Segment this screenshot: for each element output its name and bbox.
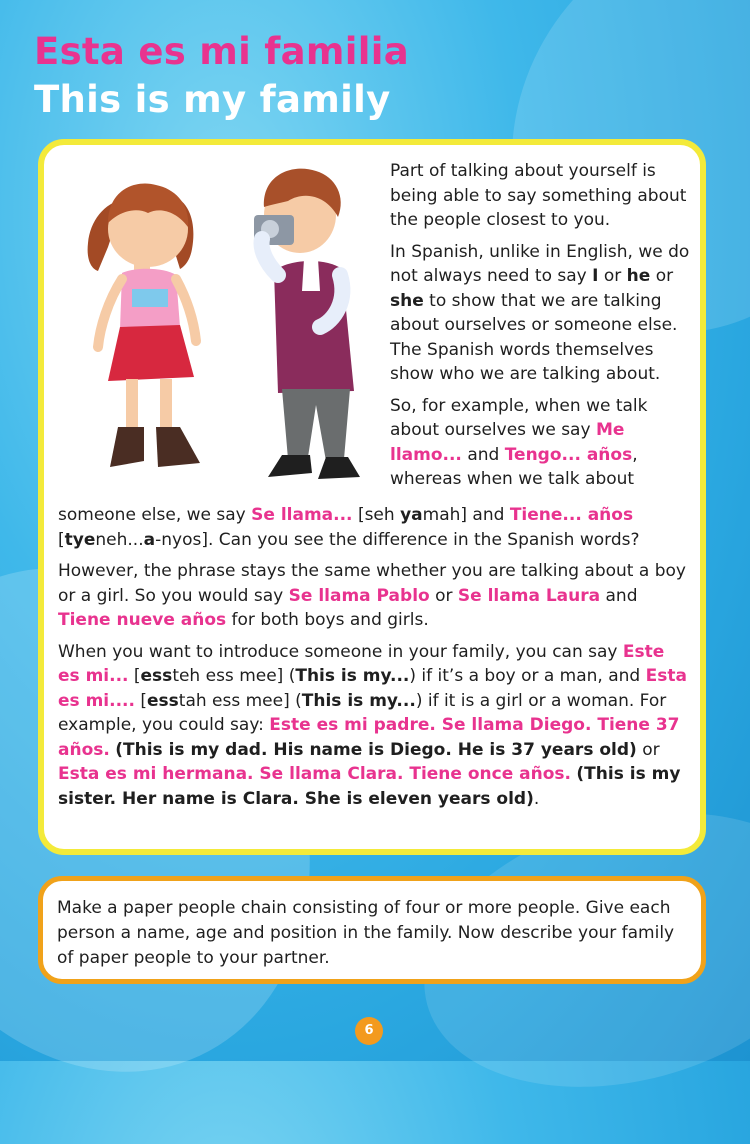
- text-segment: and: [605, 585, 638, 606]
- english-translation: This is my...: [301, 690, 416, 711]
- girl-figure: [88, 184, 200, 467]
- text-segment: for both boys and girls.: [231, 610, 429, 630]
- boy-figure: [254, 169, 360, 479]
- bold-term: he: [626, 266, 651, 286]
- text-segment: When you want to introduce someone in your family, you can say: [58, 641, 618, 662]
- children-illustration: [64, 151, 384, 491]
- body-paragraph-3: [58, 640, 690, 812]
- activity-text: Make a paper people chain consisting of four or more people. Give each person a name, age and position in the family. Now describe your family of paper people to your partner.: [57, 898, 675, 968]
- text-segment: or: [642, 739, 660, 760]
- spanish-phrase: Se llama Pablo: [288, 585, 430, 606]
- spanish-example: Este es mi padre. Se llama Diego. Tiene 37 años.: [58, 715, 680, 760]
- text-segment: ) if it is a girl or a woman. For example, you could say:: [58, 690, 667, 735]
- spanish-phrase: Este es mi...: [58, 641, 665, 686]
- body-text-column: [58, 503, 690, 818]
- pronunciation: teh ess mee] (: [172, 666, 296, 686]
- page-number-badge: 6: [355, 1017, 383, 1045]
- pronunciation: neh...: [95, 529, 144, 550]
- pronunciation: [: [58, 529, 65, 550]
- text-segment: However, the phrase stays the same whether you are talking about a boy or a girl. So you would say: [58, 561, 686, 606]
- body-paragraph-1: [58, 503, 690, 552]
- intro-paragraph-1: Part of talking about yourself is being able to say something about the people closest to you.: [390, 161, 687, 230]
- text-segment: So, for example, when we talk about ourselves we say: [390, 395, 648, 440]
- pronunciation: [seh: [357, 505, 395, 525]
- activity-box: [38, 876, 706, 984]
- bold-term: she: [390, 290, 424, 311]
- spanish-phrase: Se llama Laura: [457, 585, 601, 606]
- spanish-example: Esta es mi hermana. Se llama Clara. Tiene once años.: [58, 764, 571, 784]
- intro-paragraph-2: [390, 240, 692, 387]
- text-segment: someone else, we say: [58, 505, 246, 525]
- pronunciation: -nyos]. Can you see the difference in the Spanish words?: [155, 529, 640, 550]
- pronunciation: [: [133, 666, 141, 686]
- spanish-phrase: Me llamo...: [390, 420, 625, 465]
- spanish-phrase: Esta es mi....: [58, 666, 687, 711]
- text-segment: ) if it’s a boy or a man, and: [409, 666, 641, 686]
- pronunciation-stress: ess: [140, 666, 173, 686]
- pronunciation-stress: a: [143, 529, 156, 550]
- pronunciation: tah ess mee] (: [178, 690, 302, 711]
- pronunciation-stress: tye: [64, 529, 96, 550]
- intro-text-column: [390, 159, 692, 499]
- text-segment: , whereas when we talk about: [390, 444, 638, 489]
- english-translation: (This is my sister. Her name is Clara. She is eleven years old): [58, 764, 681, 809]
- bold-term: I: [592, 266, 599, 286]
- text-segment: and: [467, 444, 500, 465]
- main-content-box: [38, 139, 706, 855]
- spanish-phrase: Se llama...: [251, 505, 353, 525]
- pronunciation-stress: ya: [400, 505, 423, 525]
- page-title-spanish: Esta es mi familia: [34, 30, 409, 73]
- page-title-english: This is my family: [34, 78, 391, 121]
- pronunciation: [: [140, 690, 147, 711]
- text-segment: In Spanish, unlike in English, we do not always need to say: [390, 241, 690, 286]
- text-segment: or: [655, 266, 674, 286]
- text-segment: or: [603, 266, 622, 286]
- intro-paragraph-3: [390, 394, 692, 492]
- english-translation: This is my...: [295, 666, 410, 686]
- spanish-phrase: Tiene nueve años: [58, 610, 227, 630]
- text-segment: to show that we are talking about ourselves or someone else. The Spanish words themselves show who we are talking about.: [390, 290, 678, 384]
- pronunciation: mah] and: [422, 505, 505, 525]
- pronunciation-stress: ess: [147, 690, 179, 711]
- spanish-phrase: Tengo... años: [504, 444, 633, 465]
- english-translation: (This is my dad. His name is Diego. He is 37 years old): [115, 739, 637, 760]
- spanish-phrase: Tiene... años: [509, 505, 634, 525]
- text-segment: or: [435, 585, 453, 606]
- text-segment: .: [533, 788, 540, 809]
- body-paragraph-2: [58, 559, 690, 633]
